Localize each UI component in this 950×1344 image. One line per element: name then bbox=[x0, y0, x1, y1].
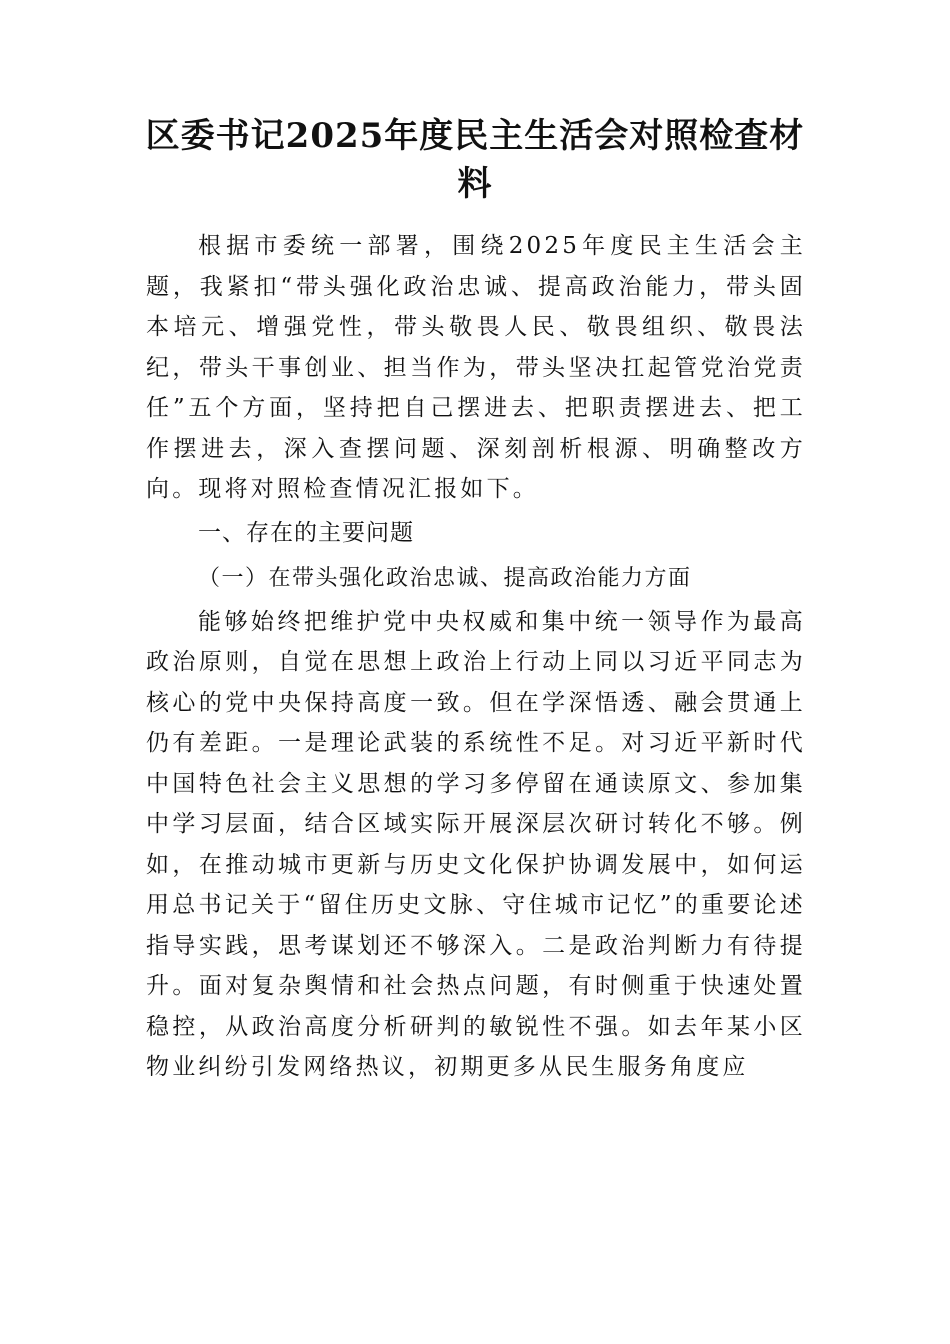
intro-paragraph: 根据市委统一部署，围绕2025年度民主生活会主题，我紧扣“带头强化政治忠诚、提高政治能力，带头固本培元、增强党性，带头敬畏人民、敬畏组织、敬畏法纪，带头干事创业、担当作为，带头坚决扛起管党治党责任”五个方面，坚持把自己摆进去、把职责摆进去、把工作摆进去，深入查摆问题、深刻剖析根源、明确整改方向。现将对照检查情况汇报如下。 bbox=[146, 233, 806, 502]
document-title: 区委书记2025年度民主生活会对照检查材料 bbox=[145, 116, 805, 204]
section-heading-problems: 一、存在的主要问题 bbox=[198, 519, 414, 546]
document-body bbox=[146, 226, 806, 1088]
subsection-heading-political-loyalty: （一）在带头强化政治忠诚、提高政治能力方面 bbox=[198, 565, 692, 591]
subsection-paragraph: 能够始终把维护党中央权威和集中统一领导作为最高政治原则，自觉在思想上政治上行动上同以习近平同志为核心的党中央保持高度一致。但在学深悟透、融会贯通上仍有差距。一是理论武装的系统性不足。对习近平新时代中国特色社会主义思想的学习多停留在通读原文、参加集中学习层面，结合区域实际开展深层次研讨转化不够。例如，在推动城市更新与历史文化保护协调发展中，如何运用总书记关于“留住历史文脉、守住城市记忆”的重要论述指导实践，思考谋划还不够深入。二是政治判断力有待提升。面对复杂舆情和社会热点问题，有时侧重于快速处置稳控，从政治高度分析研判的敏锐性不强。如去年某小区物业纠纷引发网络热议，初期更多从民生服务角度应 bbox=[146, 608, 806, 1080]
